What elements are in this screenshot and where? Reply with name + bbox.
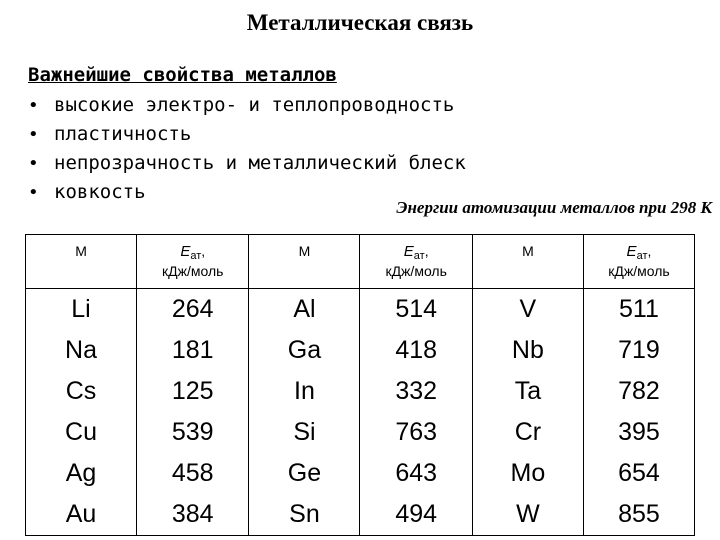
metal-cell: Na (26, 330, 137, 371)
property-text: пластичность (54, 123, 192, 145)
header-metal: M (249, 235, 360, 289)
metal-cell: Ta (472, 371, 583, 412)
property-item (28, 91, 466, 120)
energy-cell: 418 (360, 330, 472, 371)
energy-cell: 395 (583, 412, 694, 453)
metal-cell: V (472, 289, 583, 331)
energy-cell: 125 (137, 371, 249, 412)
table-row (26, 412, 695, 453)
metal-cell: Mo (472, 453, 583, 494)
metal-cell: W (472, 494, 583, 536)
energy-cell: 494 (360, 494, 472, 536)
energy-cell: 539 (137, 412, 249, 453)
energy-cell: 181 (137, 330, 249, 371)
metal-cell: Al (249, 289, 360, 331)
metal-cell: Cr (472, 412, 583, 453)
atomization-energy-table (25, 234, 695, 536)
metal-cell: Nb (472, 330, 583, 371)
energy-cell: 514 (360, 289, 472, 331)
energy-cell: 855 (583, 494, 694, 536)
energy-cell: 782 (583, 371, 694, 412)
header-metal: M (26, 235, 137, 289)
metal-cell: Li (26, 289, 137, 331)
table-row (26, 330, 695, 371)
property-item (28, 149, 466, 178)
table-row (26, 494, 695, 536)
table-caption: Энергии атомизации металлов при 298 К (396, 198, 712, 217)
energy-cell: 654 (583, 453, 694, 494)
metal-cell: Cs (26, 371, 137, 412)
property-text: ковкость (54, 181, 146, 203)
metal-cell: Ge (249, 453, 360, 494)
table-row (26, 453, 695, 494)
page-title: Металлическая связь (246, 10, 474, 35)
header-energy: $E_{ат}$, кДж/моль (137, 235, 249, 289)
table-header-row (26, 235, 695, 289)
bullet-icon: • (28, 153, 39, 174)
properties-list (28, 91, 466, 207)
metal-cell: In (249, 371, 360, 412)
energy-cell: 264 (137, 289, 249, 331)
properties-heading: Важнейшие свойства металлов (28, 64, 337, 86)
table-row (26, 289, 695, 331)
property-text: высокие электро- и теплопроводность (54, 94, 455, 116)
header-metal: M (472, 235, 583, 289)
metal-cell: Si (249, 412, 360, 453)
energy-cell: 384 (137, 494, 249, 536)
bullet-icon: • (28, 124, 39, 145)
property-item (28, 120, 466, 149)
metal-cell: Ag (26, 453, 137, 494)
energy-cell: 511 (583, 289, 694, 331)
energy-cell: 458 (137, 453, 249, 494)
table-row (26, 371, 695, 412)
energy-cell: 332 (360, 371, 472, 412)
header-energy: $E_{ат}$, кДж/моль (583, 235, 694, 289)
bullet-icon: • (28, 95, 39, 116)
property-text: непрозрачность и металлический блеск (54, 152, 466, 174)
energy-cell: 643 (360, 453, 472, 494)
header-energy: $E_{ат}$, кДж/моль (360, 235, 472, 289)
metal-cell: Au (26, 494, 137, 536)
metal-cell: Cu (26, 412, 137, 453)
metal-cell: Sn (249, 494, 360, 536)
bullet-icon: • (28, 182, 39, 203)
energy-cell: 719 (583, 330, 694, 371)
energy-cell: 763 (360, 412, 472, 453)
metal-cell: Ga (249, 330, 360, 371)
